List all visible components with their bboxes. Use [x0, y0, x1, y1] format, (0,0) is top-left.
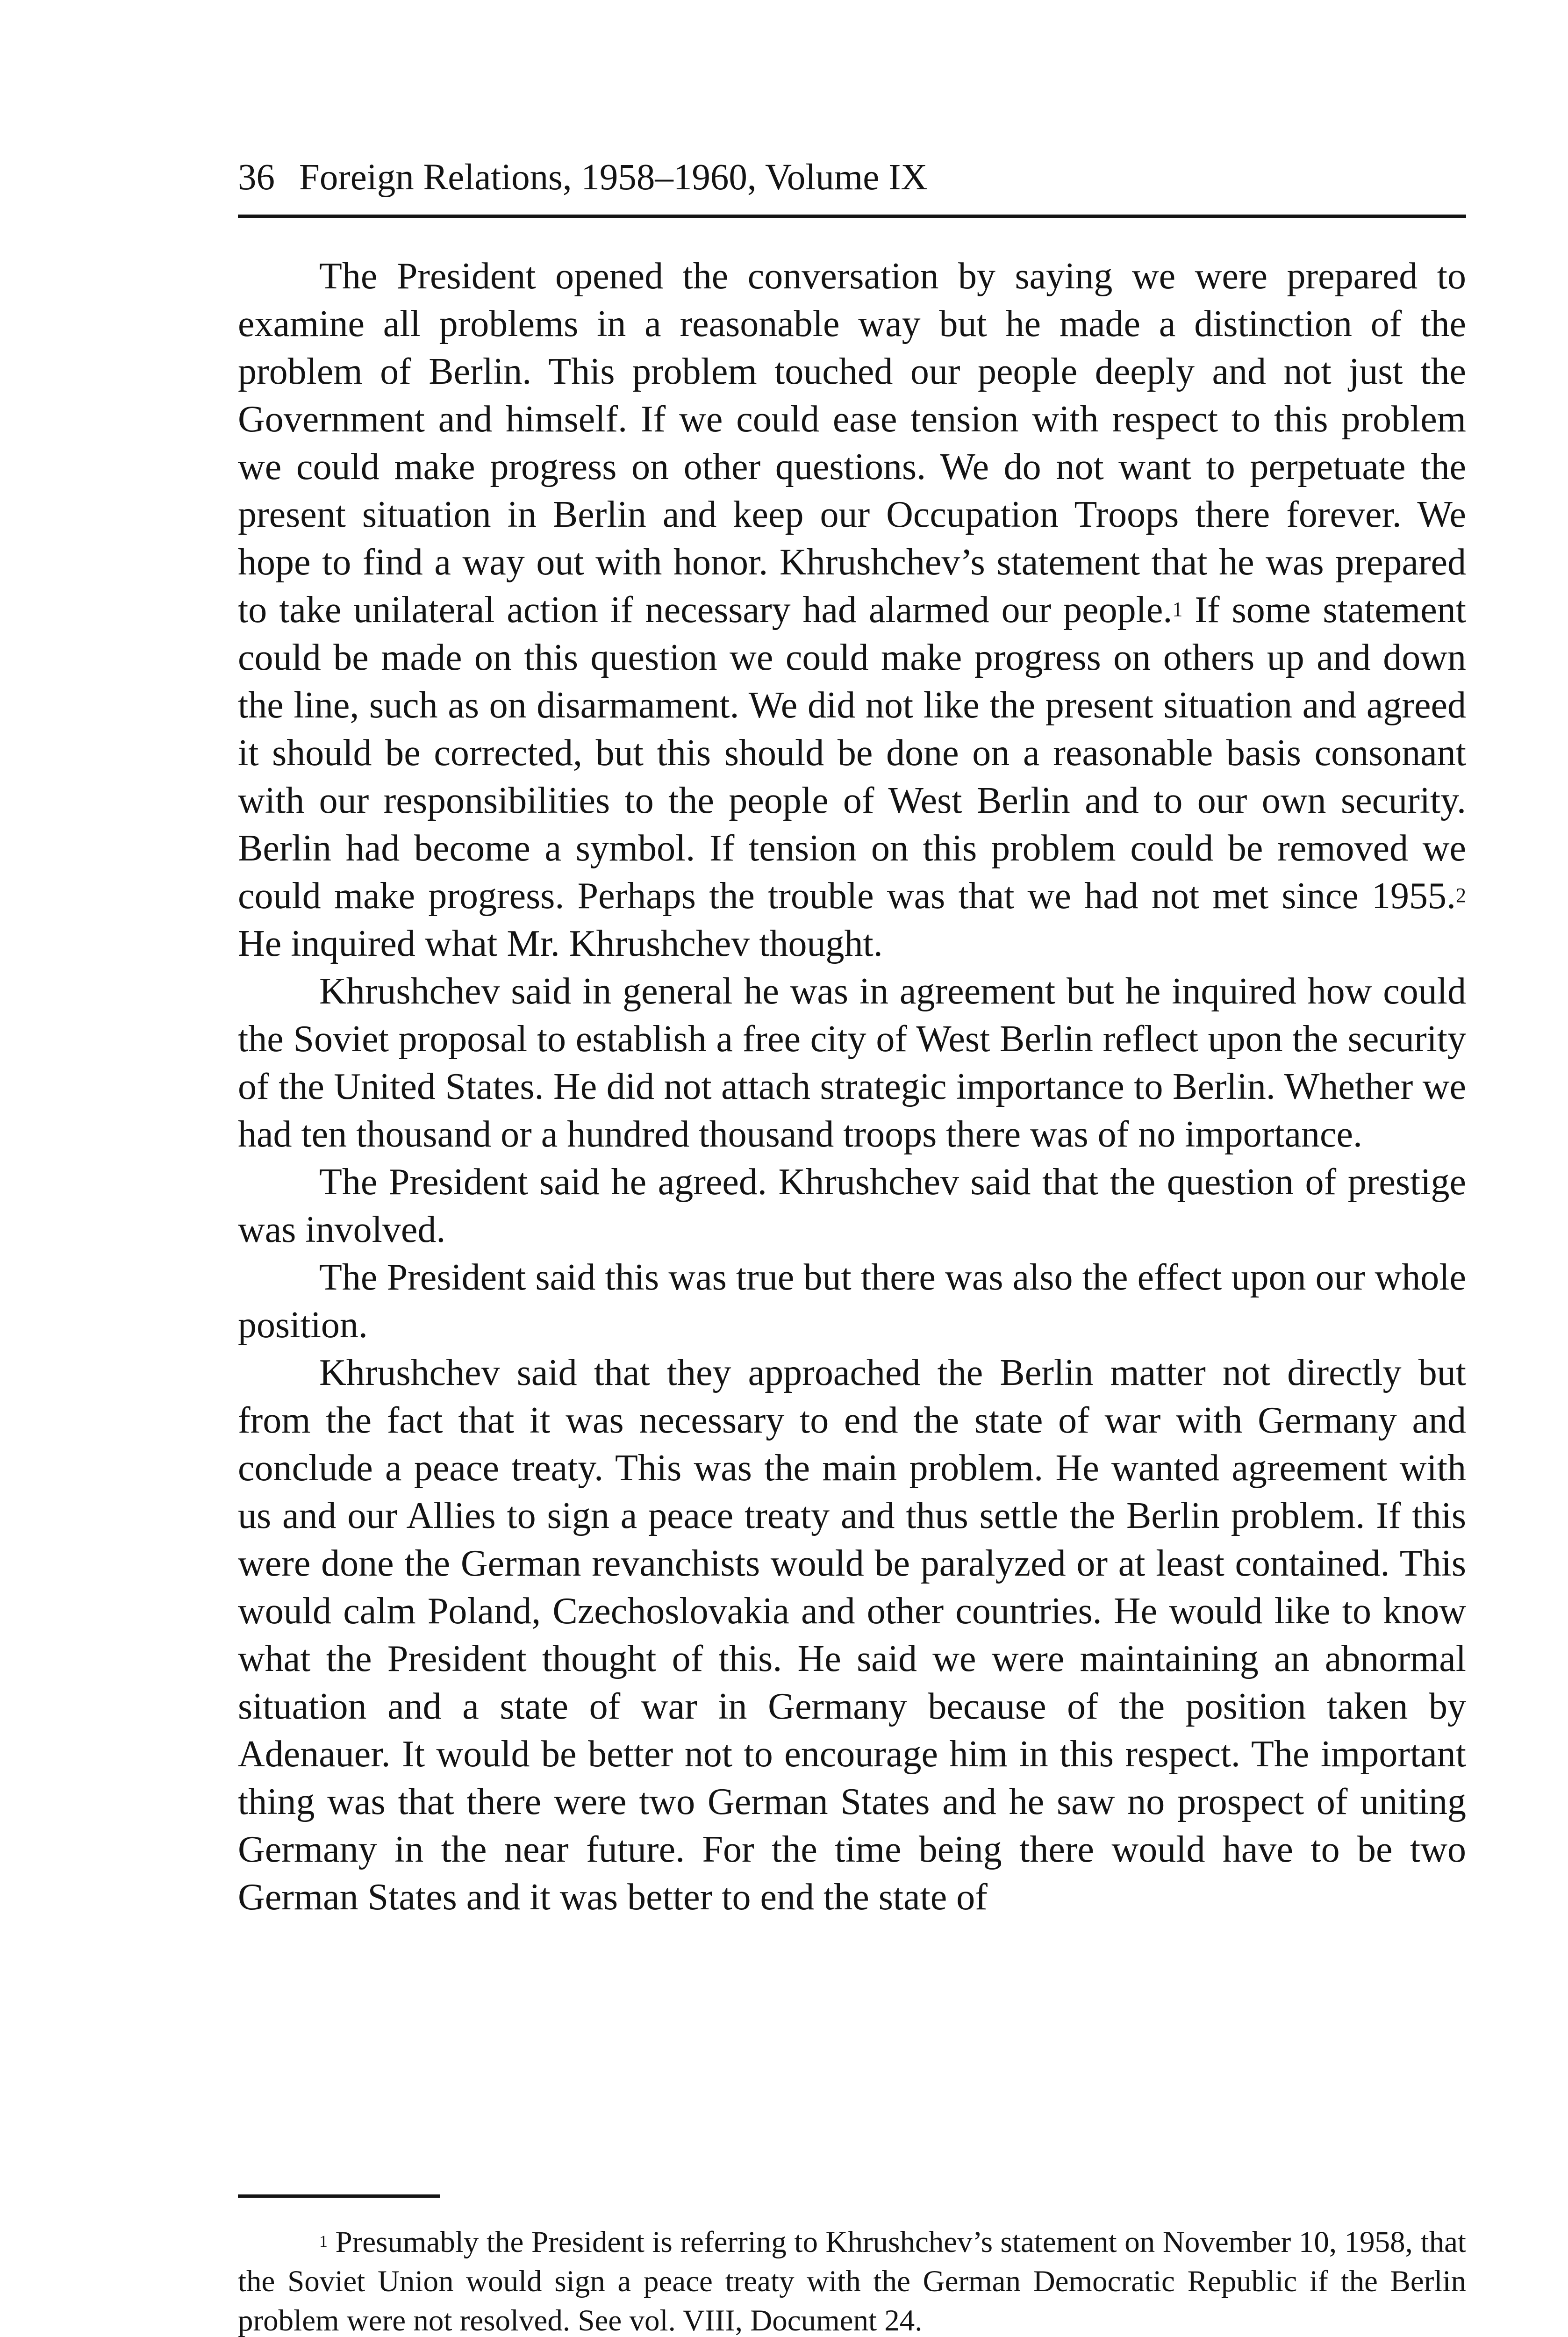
running-head [238, 159, 1466, 196]
footnote-rule [238, 2194, 440, 2198]
footnote-1 [238, 2222, 1466, 2337]
paragraph-1-text-end: He inquired what Mr. Khrushchev thought. [238, 923, 883, 964]
footnote-1-marker: 1 [319, 2232, 328, 2251]
page-number: 36 [238, 157, 275, 198]
footnotes [238, 2222, 1466, 2337]
paragraph-3: The President said he agreed. Khrushchev said that the question of prestige was involved. [238, 1161, 1466, 1250]
paragraph-1-text: The President opened the conversation by saying we were prepared to examine all problems in a reasonable way but he made a distinction of the problem of Berlin. This problem touched our people deeply and not just the Government and himself. If we could ease tension with respect to this problem we could make progress on other questions. We do not want to perpetuate the present situation in Berlin and keep our Occupation Troops there forever. We hope to find a way out with honor. Khrushchev’s statement that he was prepared to take unilateral action if necessary had alarmed our people. [238, 256, 1466, 631]
header-rule [238, 215, 1466, 218]
footnote-ref-2: 2 [1456, 883, 1466, 907]
body-text [238, 252, 1466, 1921]
footnote-ref-1: 1 [1172, 597, 1183, 621]
paragraph-2: Khrushchev said in general he was in agreement but he inquired how could the Soviet proposal to establish a free city of West Berlin reflect upon the security of the United States. He did not attach strategic importance to Berlin. Whether we had ten thousand or a hundred thousand troops there was of no importance. [238, 971, 1466, 1155]
paragraph-5: Khrushchev said that they approached the Berlin matter not directly but from the fact that it was necessary to end the state of war with Germany and conclude a peace treaty. This was the main problem. He wanted agreement with us and our Allies to sign a peace treaty and thus settle the Berlin problem. If this were done the German revanchists would be paralyzed or at least contained. This would calm Poland, Czechoslovakia and other countries. He would like to know what the President thought of this. He said we were maintaining an abnormal situation and a state of war in Germany because of the position taken by Adenauer. It would be better not to encourage him in this respect. The important thing was that there were two German States and he saw no prospect of uniting Germany in the near future. For the time being there would have to be two German States and it was better to end the state of [238, 1352, 1466, 1918]
paragraph-1 [238, 252, 1466, 968]
running-title: Foreign Relations, 1958–1960, Volume IX [299, 157, 928, 198]
paragraph-4: The President said this was true but there was also the effect upon our whole position. [238, 1257, 1466, 1346]
footnote-1-text: Presumably the President is referring to Khrushchev’s statement on November 10, 1958, that the Soviet Union would sign a peace treaty with the German Democratic Republic if the Berlin problem were not resolved. See vol. VIII, Document 24. [238, 2225, 1466, 2337]
paragraph-1-text-middle: If some statement could be made on this question we could make progress on others up and down the line, such as on disarmament. We did not like the present situation and agreed it should be corrected, but this should be done on a reasonable basis consonant with our responsibilities to the people of West Berlin and to our own security. Berlin had become a symbol. If tension on this problem could be removed we could make progress. Perhaps the trouble was that we had not met since 1955. [238, 589, 1466, 917]
